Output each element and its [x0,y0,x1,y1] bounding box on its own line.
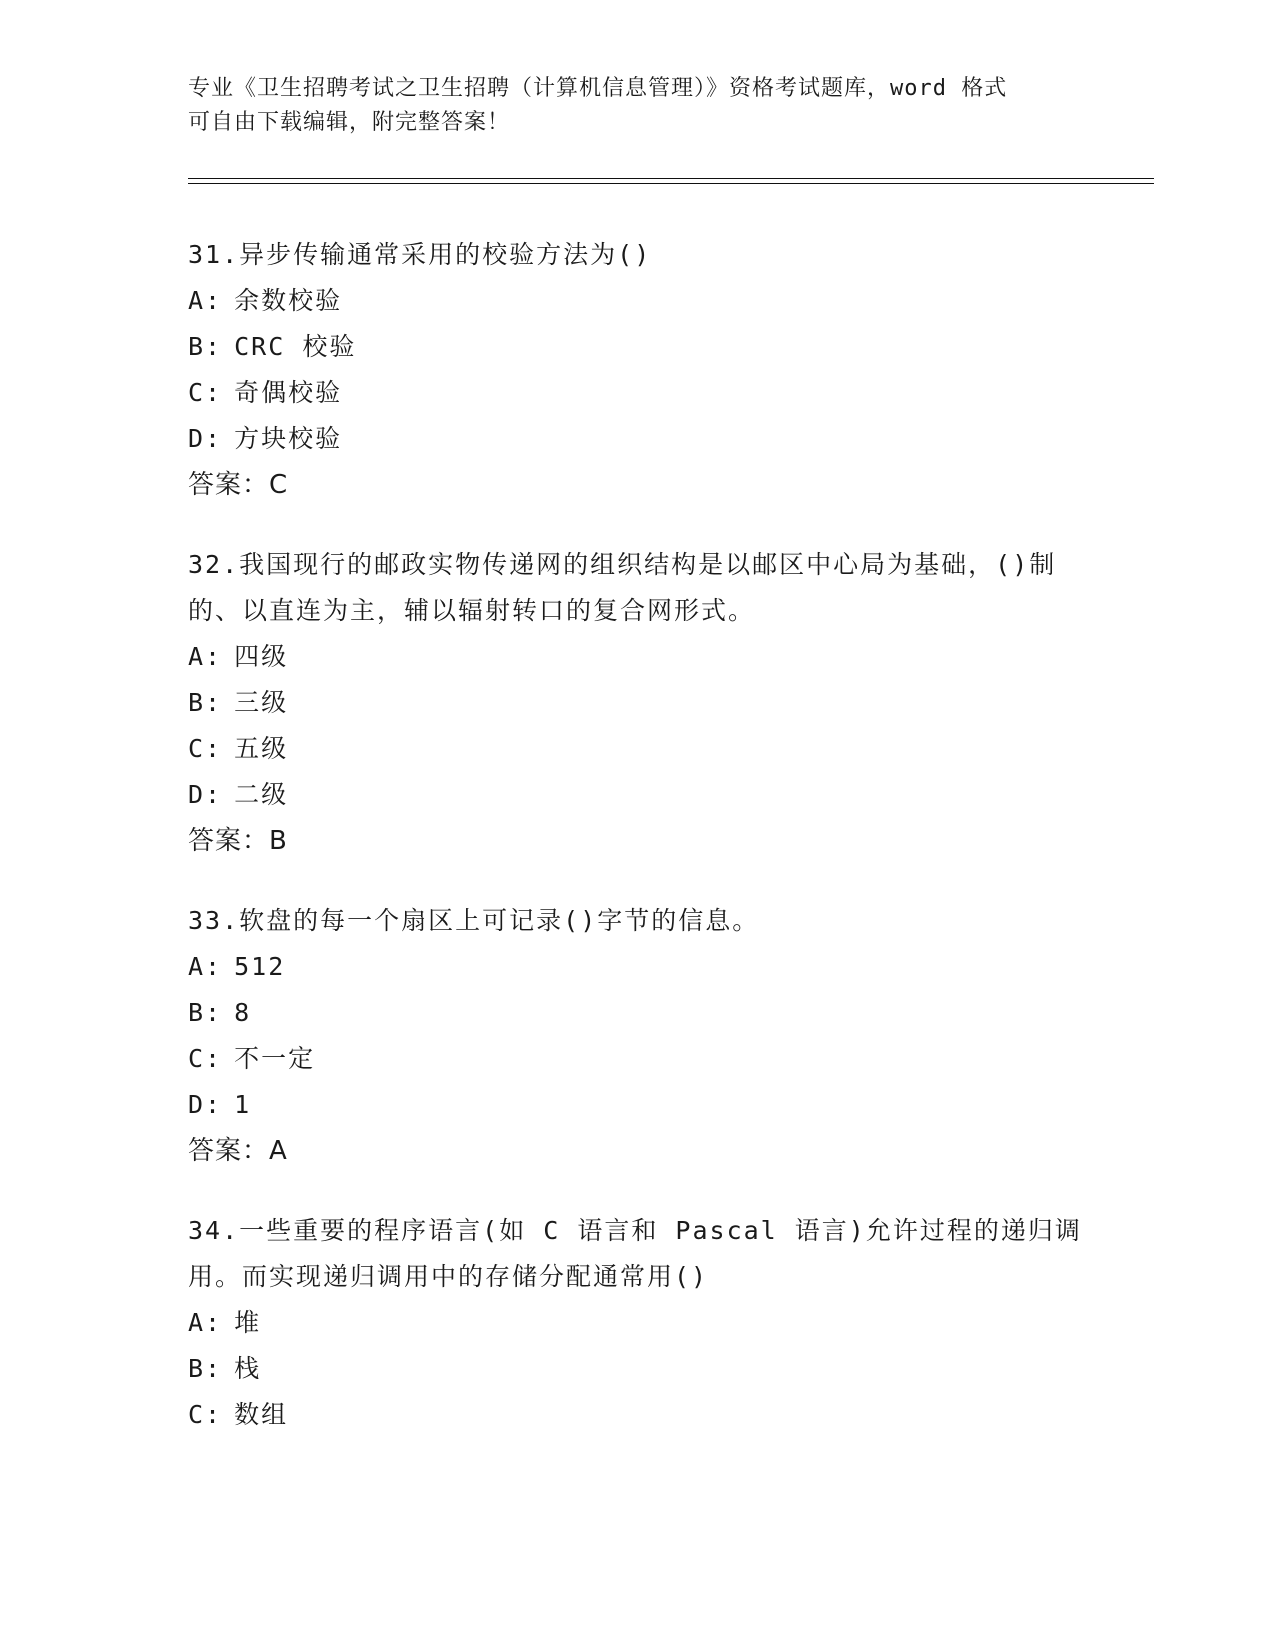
option-value: 方块校验 [234,424,343,453]
option-value: 四级 [234,642,289,671]
option-c [188,370,1088,416]
option-key: A: [188,286,223,315]
question-text: 31.异步传输通常采用的校验方法为() [188,240,652,269]
question-text: 32.我国现行的邮政实物传递网的组织结构是以邮区中心局为基础，()制的、以直连为主，辅以辐射转口的复合网形式。 [188,550,1057,625]
option-key: B: [188,688,223,717]
option-a [188,634,1088,680]
option-d [188,416,1088,462]
option-c [188,1036,1088,1082]
question-33 [188,898,1088,1174]
question-32 [188,542,1088,864]
option-value: 栈 [234,1354,262,1383]
option-d [188,772,1088,818]
header-divider-top [188,178,1154,179]
option-b [188,990,1088,1036]
option-b [188,324,1088,370]
option-key: D: [188,780,223,809]
option-key: A: [188,642,223,671]
option-d [188,1082,1088,1128]
answer-label: 答案：C [188,470,289,500]
option-key: A: [188,952,223,981]
header-line-1: 专业《卫生招聘考试之卫生招聘（计算机信息管理）》资格考试题库，word 格式 [188,76,1008,101]
option-value: 余数校验 [234,286,343,315]
option-b [188,1346,1088,1392]
option-key: C: [188,1400,223,1429]
option-value: 五级 [234,734,289,763]
option-a [188,278,1088,324]
option-key: D: [188,424,223,453]
option-value: 1 [234,1090,252,1119]
document-header [188,72,1088,140]
option-key: B: [188,332,223,361]
option-value: 三级 [234,688,289,717]
option-value: 奇偶校验 [234,378,343,407]
option-b [188,680,1088,726]
option-value: 不一定 [234,1044,316,1073]
option-a [188,1300,1088,1346]
option-key: B: [188,1354,223,1383]
option-key: A: [188,1308,223,1337]
question-list [188,232,1088,1472]
header-divider-bottom [188,183,1154,184]
option-value: 堆 [234,1308,262,1337]
answer-label: 答案：A [188,1136,288,1166]
option-key: C: [188,1044,223,1073]
option-key: C: [188,734,223,763]
question-31 [188,232,1088,508]
option-value: CRC 校验 [234,332,357,361]
option-a [188,944,1088,990]
question-34 [188,1208,1088,1438]
option-c [188,726,1088,772]
option-value: 8 [234,998,252,1027]
option-c [188,1392,1088,1438]
option-value: 二级 [234,780,289,809]
option-key: C: [188,378,223,407]
option-key: B: [188,998,223,1027]
option-value: 数组 [234,1400,289,1429]
option-key: D: [188,1090,223,1119]
header-line-2: 可自由下载编辑，附完整答案！ [188,110,511,135]
option-value: 512 [234,952,286,981]
question-text: 33.软盘的每一个扇区上可记录()字节的信息。 [188,906,760,935]
answer-label: 答案：B [188,826,288,856]
question-text: 34.一些重要的程序语言(如 C 语言和 Pascal 语言)允许过程的递归调用。而实现递归调用中的存储分配通常用() [188,1216,1082,1291]
